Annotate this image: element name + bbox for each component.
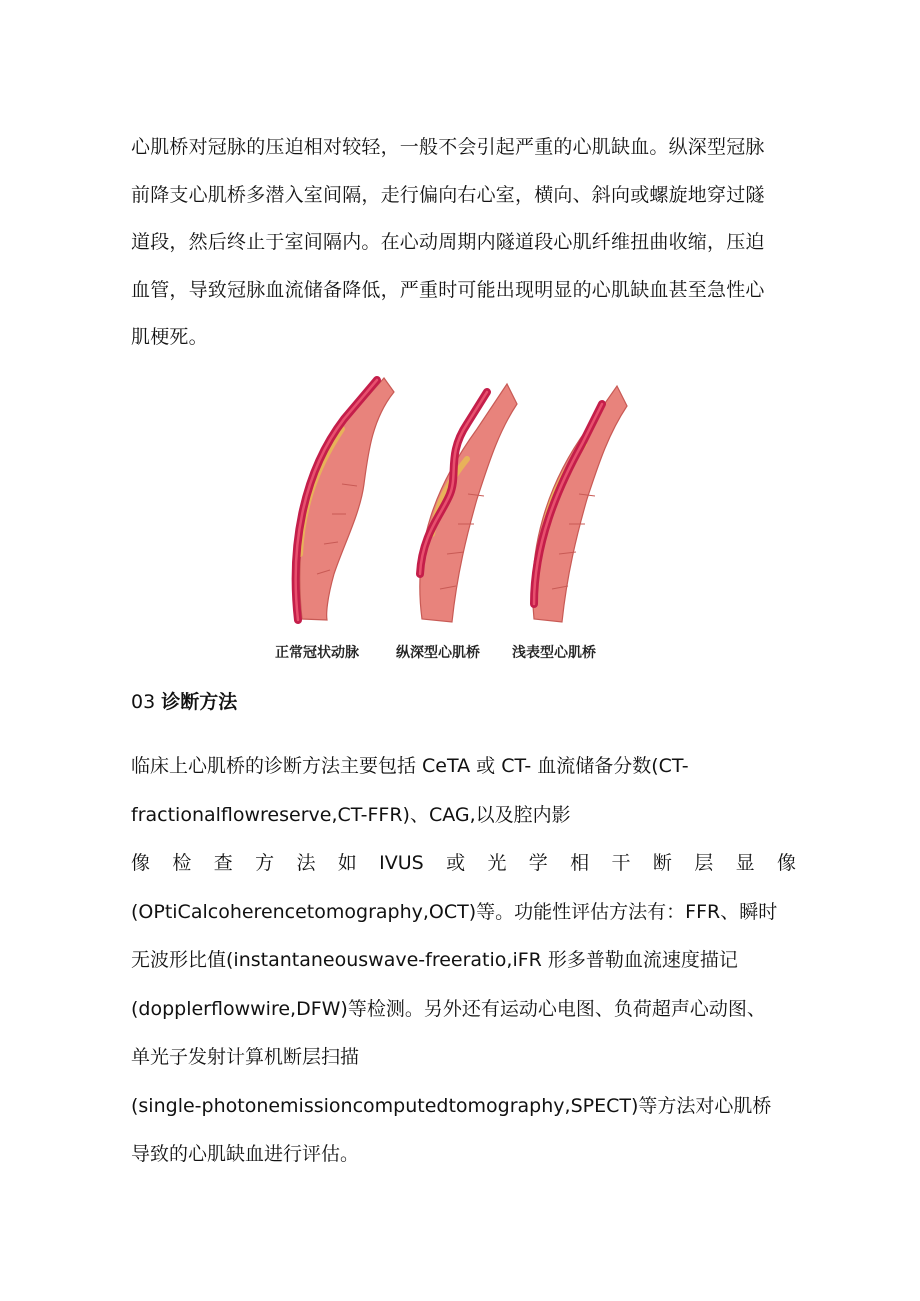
paragraph-line: fractionalflowreserve,CT-FFR)、CAG,以及腔内影 bbox=[131, 803, 571, 826]
section-number: 03 bbox=[131, 691, 156, 713]
justified-word: 层 bbox=[694, 852, 714, 874]
justified-word: 法 bbox=[296, 852, 316, 874]
paragraph-line: (OPtiCalcoherencetomography,OCT)等。功能性评估方法有：FFR、瞬时 bbox=[131, 900, 778, 923]
panel-superficial-bridge bbox=[533, 386, 627, 622]
paragraph-line: 临床上心肌桥的诊断方法主要包括 CeTA 或 CT- 血流储备分数(CT- bbox=[131, 755, 689, 777]
justified-word: 方 bbox=[255, 852, 275, 874]
justified-word: 如 bbox=[337, 852, 357, 874]
paragraph-line: (single-photonemissioncomputedtomography,SPECT)等方法对心肌桥 bbox=[131, 1094, 772, 1117]
paragraph-line: 肌梗死。 bbox=[131, 326, 208, 348]
paragraph-myocardial-bridge bbox=[131, 124, 796, 362]
paragraph-diagnosis bbox=[131, 742, 796, 1179]
paragraph-line: 道段，然后终止于室间隔内。在心动周期内隧道段心肌纤维扭曲收缩，压迫 bbox=[131, 231, 765, 253]
paragraph-line: 单光子发射计算机断层扫描 bbox=[131, 1046, 360, 1068]
justified-word: 显 bbox=[735, 852, 755, 874]
paragraph-line: 前降支心肌桥多潜入室间隔，走行偏向右心室，横向、斜向或螺旋地穿过隧 bbox=[131, 183, 765, 206]
panel-deep-bridge bbox=[420, 384, 517, 622]
justified-word: 检 bbox=[172, 852, 192, 874]
panel-normal-artery bbox=[296, 378, 394, 620]
myocardial-bridge-illustration bbox=[272, 374, 648, 666]
justified-word: 光 bbox=[487, 852, 507, 874]
paragraph-line-justified bbox=[131, 839, 796, 888]
section-title: 诊断方法 bbox=[161, 691, 238, 713]
paragraph-line: 导致的心肌缺血进行评估。 bbox=[131, 1143, 360, 1165]
figure-caption: 纵深型心肌桥 bbox=[396, 645, 480, 661]
paragraph-line: (dopplerflowwire,DFW)等检测。另外还有运动心电图、负荷超声心动图、 bbox=[131, 997, 766, 1020]
justified-word: 相 bbox=[570, 852, 590, 874]
justified-word: 断 bbox=[652, 852, 672, 874]
paragraph-line: 心肌桥对冠脉的压迫相对较轻，一般不会引起严重的心肌缺血。纵深型冠脉 bbox=[131, 136, 765, 158]
justified-word: 或 bbox=[446, 852, 466, 874]
figure-caption: 正常冠状动脉 bbox=[275, 645, 359, 661]
justified-word: 干 bbox=[611, 852, 631, 874]
paragraph-line: 无波形比值(instantaneouswave-freeratio,iFR 形多普勒血流速度描记 bbox=[131, 949, 738, 971]
justified-word: 查 bbox=[213, 852, 233, 874]
section-heading bbox=[131, 688, 237, 716]
paragraph-line: 血管，导致冠脉血流储备降低，严重时可能出现明显的心肌缺血甚至急性心 bbox=[131, 278, 765, 301]
justified-word: 像 bbox=[776, 852, 796, 874]
justified-word: 学 bbox=[528, 852, 548, 874]
justified-word: 像 bbox=[131, 852, 151, 874]
figure-caption: 浅表型心肌桥 bbox=[512, 645, 596, 661]
justified-word: IVUS bbox=[379, 852, 424, 874]
